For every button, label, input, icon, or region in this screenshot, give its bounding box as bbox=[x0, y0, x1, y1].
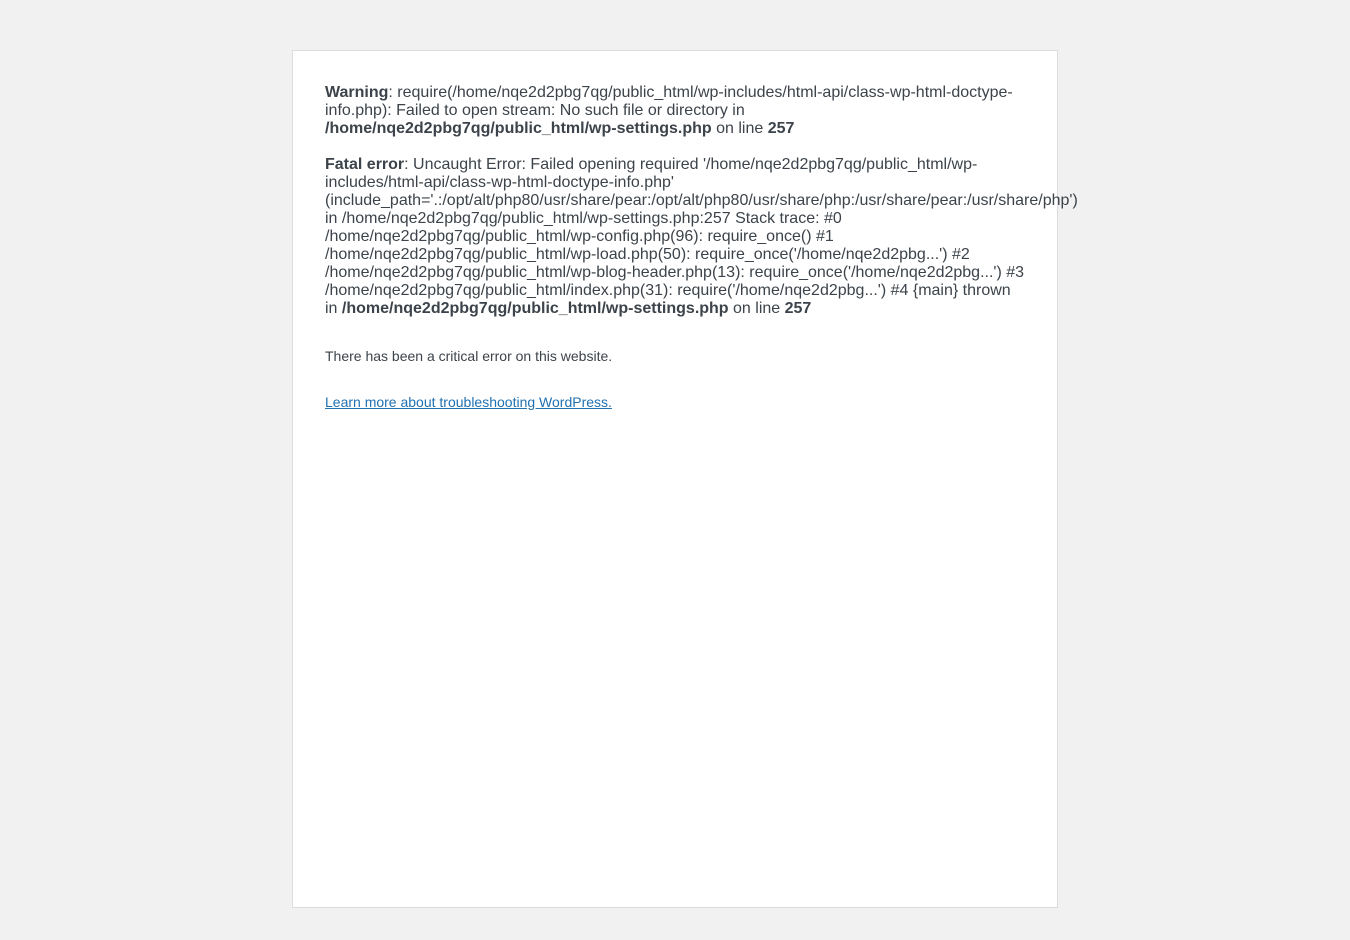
fatal-line-2: includes/html-api/class-wp-html-doctype-info.php' bbox=[325, 174, 674, 191]
php-fatal-error bbox=[325, 156, 1078, 318]
error-page-panel bbox=[292, 50, 1078, 908]
fatal-error-label: Fatal error bbox=[325, 156, 405, 173]
fatal-line-5: /home/nqe2d2pbg7qg/public_html/wp-config.php(96): require_once() #1 bbox=[325, 228, 834, 245]
warning-line-1 bbox=[325, 84, 1013, 102]
fatal-line-4: in /home/nqe2d2pbg7qg/public_html/wp-settings.php:257 Stack trace: #0 bbox=[325, 210, 842, 227]
php-warning bbox=[325, 84, 1013, 138]
warning-line-3 bbox=[325, 120, 1013, 138]
warning-file-path: /home/nqe2d2pbg7qg/public_html/wp-settings.php bbox=[325, 120, 712, 137]
fatal-message-start: : Uncaught Error: Failed opening required '/home/nqe2d2pbg7qg/public_html/wp- bbox=[404, 156, 978, 173]
critical-error-message: There has been a critical error on this website. bbox=[325, 348, 613, 364]
warning-label: Warning bbox=[325, 84, 389, 101]
fatal-file-path: /home/nqe2d2pbg7qg/public_html/wp-settings.php bbox=[341, 300, 729, 317]
fatal-line-3: (include_path='.:/opt/alt/php80/usr/share/pear:/opt/alt/php80/usr/share/php:/usr/share/pear:/usr/share/php') bbox=[325, 192, 1078, 209]
fatal-line-number: 257 bbox=[784, 300, 812, 317]
warning-line-number: 257 bbox=[767, 120, 795, 137]
fatal-line-1 bbox=[325, 156, 1078, 174]
warning-on-line-text: on line bbox=[711, 120, 768, 137]
warning-line-2: info.php): Failed to open stream: No such file or directory in bbox=[325, 102, 745, 119]
warning-message-start: : require(/home/nqe2d2pbg7qg/public_html/wp-includes/html-api/class-wp-html-doctype- bbox=[388, 84, 1013, 101]
fatal-line-7: /home/nqe2d2pbg7qg/public_html/wp-blog-header.php(13): require_once('/home/nqe2d2pbg...') #3 bbox=[325, 264, 1025, 281]
troubleshooting-link[interactable]: Learn more about troubleshooting WordPress. bbox=[325, 394, 612, 410]
fatal-line-8: /home/nqe2d2pbg7qg/public_html/index.php(31): require('/home/nqe2d2pbg...') #4 {main} thrown bbox=[325, 282, 1011, 299]
fatal-line-6: /home/nqe2d2pbg7qg/public_html/wp-load.php(50): require_once('/home/nqe2d2pbg...') #2 bbox=[325, 246, 970, 263]
fatal-in-text: in bbox=[325, 300, 342, 317]
fatal-on-line-text: on line bbox=[728, 300, 785, 317]
fatal-line-9 bbox=[325, 300, 1078, 318]
